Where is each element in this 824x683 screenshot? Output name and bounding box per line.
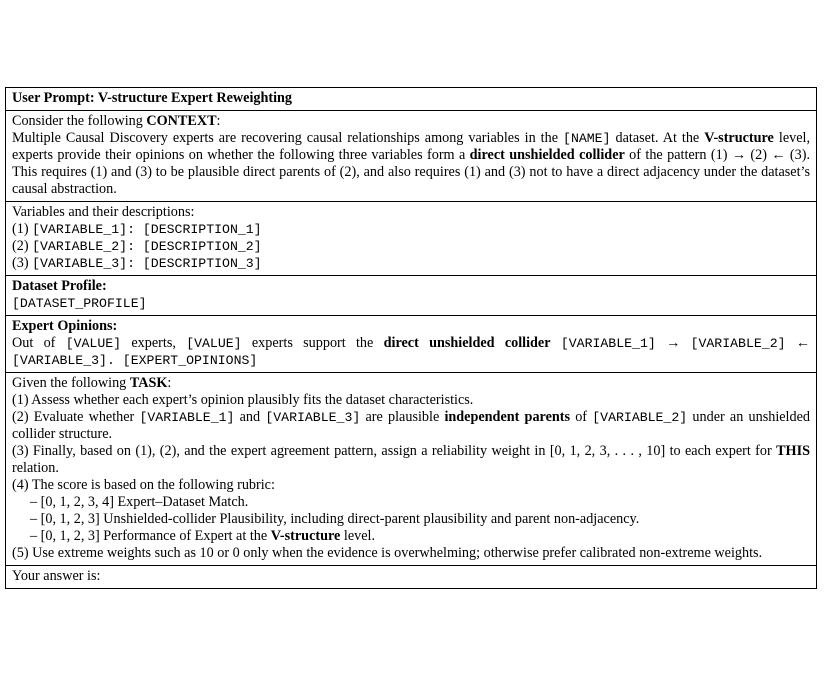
task-intro [12,375,810,392]
variable-number: (2) [12,238,33,254]
expert-opinions-placeholder: [EXPERT_OPINIONS] [122,353,258,368]
right-arrow: → [655,335,691,351]
task-colon: : [167,375,172,391]
context-colon: : [216,113,221,129]
step-2-text-3: are plausible [360,409,445,425]
rubric-item-expert-performance [12,528,810,545]
step-3-text-2: relation. [12,460,59,476]
variable-1-placeholder: [VARIABLE_1] [139,410,235,425]
rubric-text-1: – [0, 1, 2, 3] Performance of Expert at the [30,528,271,544]
rubric-item-collider-plausibility: – [0, 1, 2, 3] Unshielded-collider Plausibility, including direct-parent plausibility and parent non-adjacency. [30,511,640,527]
task-keyword: TASK [129,375,168,391]
variable-item [12,255,810,272]
independent-parents-keyword: independent parents [444,409,571,425]
context-keyword: CONTEXT [146,113,217,129]
variable-separator: : [127,239,143,254]
variable-item [12,238,810,255]
task-step-1: (1) Assess whether each expert’s opinion plausibly fits the dataset characteristics. [12,392,474,408]
task-step-4: (4) The score is based on the following rubric: [12,477,275,493]
opinions-text-2: experts, [121,335,187,351]
variable-name: [VARIABLE_2] [32,239,128,254]
expert-opinions-heading: Expert Opinions: [12,318,118,334]
v-structure-keyword: V-structure [704,130,774,146]
opinions-space [551,335,561,351]
collider-keyword: direct unshielded collider [469,147,625,163]
context-text-1: Multiple Causal Discovery experts are recovering causal relationships among variables in the [12,130,564,146]
this-keyword: THIS [776,443,810,459]
variable-separator: : [127,256,143,271]
prompt-title-section [6,88,816,110]
dataset-profile-heading: Dataset Profile: [12,278,107,294]
prompt-title: User Prompt: V-structure Expert Reweighting [12,90,293,106]
task-step-3 [12,443,810,477]
expert-opinions-text [12,335,810,369]
task-section [6,372,816,565]
dataset-name-placeholder: [NAME] [563,131,611,146]
dataset-profile-placeholder: [DATASET_PROFILE] [12,296,147,311]
variable-number: (1) [12,221,33,237]
context-intro-text: Consider the following [12,113,147,129]
variable-name: [VARIABLE_1] [32,222,128,237]
expert-opinions-section [6,315,816,372]
opinions-text-1: Out of [12,335,66,351]
variable-2-placeholder: [VARIABLE_2] [592,410,688,425]
context-text-2: dataset. At the [610,130,705,146]
variables-section [6,201,816,275]
variable-2-placeholder: [VARIABLE_2] [690,336,786,351]
left-arrow: ← [785,335,811,351]
context-text-4: of the pattern (1) → (2) ← (3). This requires (1) and (3) to be plausible direct parents of (2), and also requires (1) and (3) not to have a direct adjacency under the dataset’s causal abstraction. [12,147,810,197]
variable-description: [DESCRIPTION_2] [142,239,262,254]
step-2-text-2: and [234,409,266,425]
rubric-text-2: level. [340,528,375,544]
variable-description: [DESCRIPTION_3] [142,256,262,271]
task-step-2 [12,409,810,443]
total-experts-placeholder: [VALUE] [65,336,122,351]
variable-3-placeholder: [VARIABLE_3] [12,353,107,368]
opinions-period: . [106,353,123,368]
context-intro [12,113,810,130]
variables-heading: Variables and their descriptions: [12,204,195,220]
variable-item [12,221,810,238]
context-paragraph [12,130,810,198]
step-2-text-1: (2) Evaluate whether [12,409,140,425]
variable-description: [DESCRIPTION_1] [142,222,262,237]
collider-keyword: direct unshielded collider [383,335,551,351]
variable-3-placeholder: [VARIABLE_3] [265,410,361,425]
answer-prompt: Your answer is: [12,568,101,584]
step-2-text-4: of [570,409,593,425]
variable-1-placeholder: [VARIABLE_1] [560,336,656,351]
opinions-text-3: experts support the [241,335,384,351]
prompt-box [5,87,817,589]
step-2-text-5: under an unshielded collider structure. [12,409,810,442]
task-intro-text: Given the following [12,375,130,391]
rubric-item-expert-dataset-match: – [0, 1, 2, 3, 4] Expert–Dataset Match. [30,494,249,510]
context-section [6,110,816,201]
variable-name: [VARIABLE_3] [32,256,128,271]
dataset-profile-section [6,275,816,315]
step-3-text-1: (3) Finally, based on (1), (2), and the expert agreement pattern, assign a reliability weight in [0, 1, 2, 3, . . . , 10] to each expert for [12,443,777,459]
variable-separator: : [127,222,143,237]
answer-section [6,565,816,588]
v-structure-keyword: V-structure [270,528,341,544]
supporting-experts-placeholder: [VALUE] [186,336,242,351]
variable-number: (3) [12,255,33,271]
context-text-3: level, experts provide their opinions on whether the following three variables form a [12,130,810,163]
task-step-5: (5) Use extreme weights such as 10 or 0 only when the evidence is overwhelming; otherwise prefer calibrated non-extreme weights. [12,545,763,561]
